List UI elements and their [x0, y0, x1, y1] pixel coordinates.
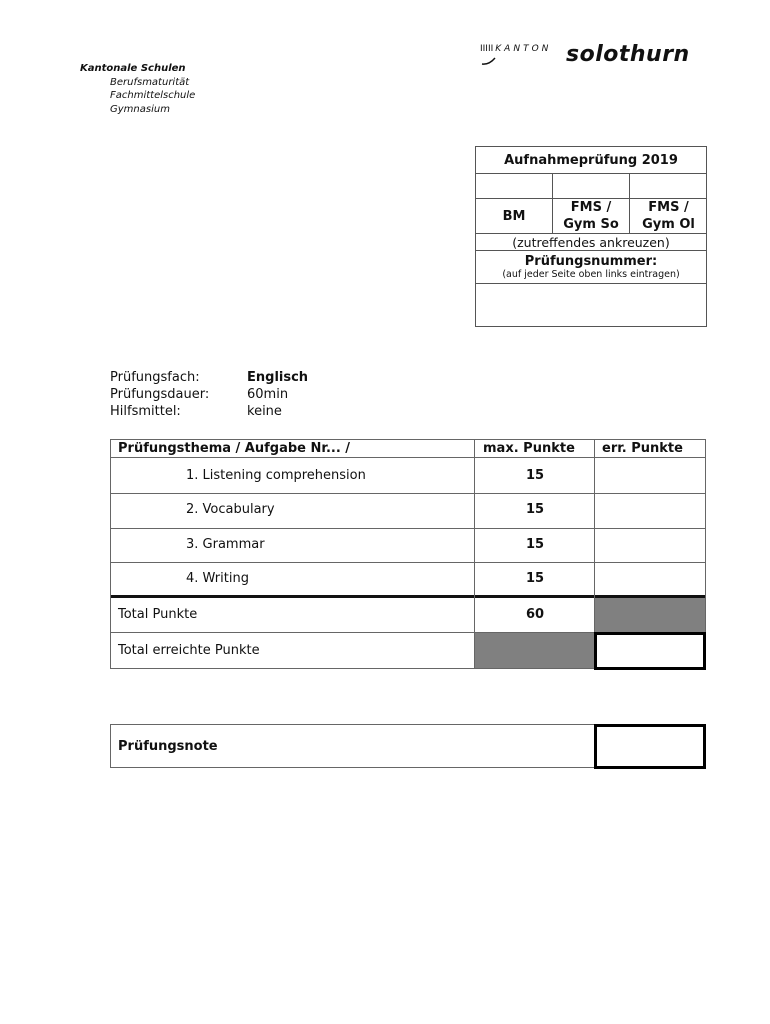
aids-value: keine [247, 404, 282, 419]
exam-number-label: Prüfungsnummer: [524, 254, 658, 269]
total-label: Total Punkte [118, 607, 198, 622]
org-line-bm: Berufsmaturität [110, 77, 190, 88]
max-points-vocabulary: 15 [525, 502, 545, 517]
err-points-writing-field[interactable] [595, 563, 705, 595]
org-line-gym: Gymnasium [110, 104, 170, 115]
total-max-points: 60 [525, 607, 545, 622]
org-line-fms: Fachmittelschule [110, 90, 196, 101]
task-grammar: 3. Grammar [186, 537, 265, 552]
max-points-listening: 15 [525, 468, 545, 483]
logo-kanton [480, 44, 551, 54]
grade-label: Prüfungsnote [118, 739, 218, 754]
option-fms-ol-line2: Gym Ol [642, 217, 695, 232]
task-vocabulary: 2. Vocabulary [186, 502, 275, 517]
header-max-points: max. Punkte [483, 441, 575, 456]
option-fms-ol-line1: FMS / [648, 200, 689, 215]
achieved-total-label: Total erreichte Punkte [118, 643, 260, 658]
header-task: Prüfungsthema / Aufgabe Nr... / [118, 441, 351, 456]
score-table [110, 439, 706, 669]
checkbox-fms-gym-so[interactable] [553, 174, 630, 198]
duration-label: Prüfungsdauer: [110, 387, 210, 402]
duration-value: 60min [247, 387, 289, 402]
checkbox-fms-gym-ol[interactable] [630, 174, 707, 198]
err-points-listening-field[interactable] [595, 458, 705, 493]
shaded-cell-achieved-max [475, 632, 594, 668]
exam-info-box [475, 146, 707, 327]
checkbox-bm[interactable] [476, 174, 553, 198]
option-bm: BM [502, 208, 526, 224]
option-fms-so-line1: FMS / [570, 200, 612, 215]
task-listening: 1. Listening comprehension [186, 468, 366, 483]
max-points-writing: 15 [525, 571, 545, 586]
exam-number-hint: (auf jeder Seite oben links eintragen) [502, 269, 680, 280]
task-writing: 4. Writing [186, 571, 249, 586]
exam-box-note: (zutreffendes ankreuzen) [512, 234, 670, 250]
shaded-cell-total-err [594, 596, 706, 632]
logo-bars: IIIII [480, 44, 494, 54]
grade-field[interactable] [594, 724, 706, 769]
logo-solothurn: solothurn [566, 42, 690, 67]
logo-swoosh-icon [481, 56, 497, 66]
subject-value: Englisch [247, 370, 309, 385]
option-fms-so-line2: Gym So [563, 217, 619, 232]
org-title: Kantonale Schulen [80, 63, 186, 74]
err-points-vocabulary-field[interactable] [595, 494, 705, 528]
exam-box-title: Aufnahmeprüfung 2019 [504, 152, 678, 168]
achieved-total-field[interactable] [594, 632, 706, 670]
aids-label: Hilfsmittel: [110, 404, 181, 419]
err-points-grammar-field[interactable] [595, 529, 705, 562]
exam-number-field[interactable] [476, 284, 706, 326]
max-points-grammar: 15 [525, 537, 545, 552]
header-achieved-points: err. Punkte [602, 441, 683, 456]
subject-label: Prüfungsfach: [110, 370, 200, 385]
logo-kanton-text: KANTON [495, 44, 552, 54]
